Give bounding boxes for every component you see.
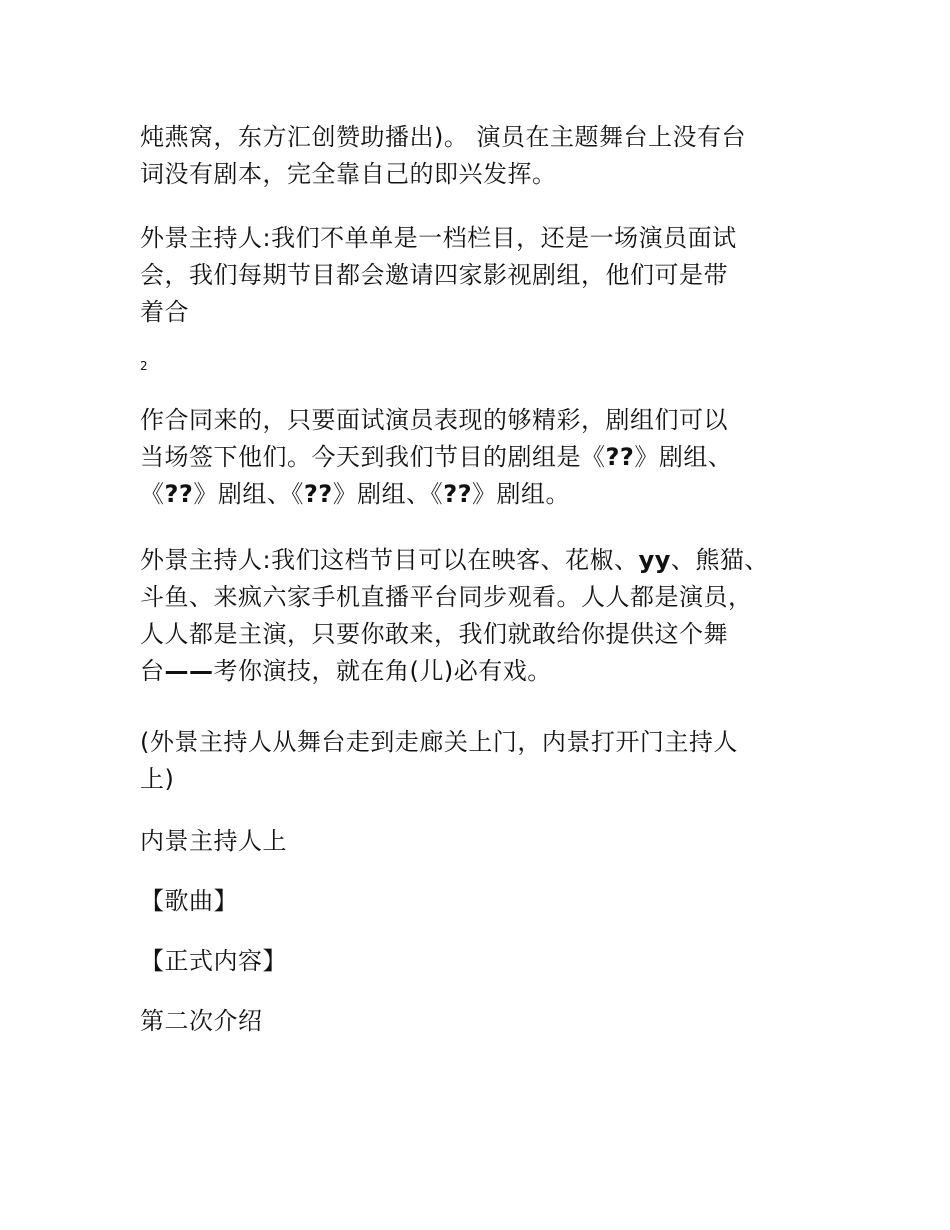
text-segment: 外景主持人:我们这档节目可以在映客、花椒、	[140, 546, 639, 574]
text-line	[140, 439, 732, 476]
platform-yy: yy	[638, 546, 671, 574]
text-segment: 》剧组。	[472, 480, 571, 508]
text-line: 人人都是主演，只要你敢来，我们就敢给你提供这个舞	[140, 620, 728, 648]
text-line	[140, 476, 732, 513]
placeholder-title: ??	[303, 480, 333, 508]
text-line: 【歌曲】	[140, 887, 238, 915]
paragraph-crews	[140, 402, 732, 513]
text-segment: 》剧组、《	[193, 480, 304, 508]
text-line: 第二次介绍	[140, 1007, 263, 1035]
section-main-content	[140, 943, 287, 980]
text-line: 炖燕窝，东方汇创赞助播出)。 演员在主题舞台上没有台	[140, 123, 746, 151]
text-segment: 》剧组、《	[332, 480, 444, 508]
em-dash: ——	[164, 657, 214, 685]
section-second-intro	[140, 1003, 263, 1040]
page-number: 2	[140, 359, 148, 373]
text-segment: 考你演技，就在角(儿)必有戏。	[213, 657, 552, 685]
text-line: (外景主持人从舞台走到走廊关上门，内景打开门主持人	[140, 728, 738, 756]
text-line	[140, 653, 769, 690]
text-line: 外景主持人:我们不单单是一档栏目，还是一场演员面试	[140, 224, 737, 252]
text-line: 斗鱼、来疯六家手机直播平台同步观看。人人都是演员，	[140, 583, 753, 611]
paragraph-host-intro	[140, 220, 737, 331]
placeholder-title: ??	[164, 480, 194, 508]
paragraph-stage-direction	[140, 724, 738, 798]
text-line	[140, 542, 769, 579]
section-song	[140, 883, 238, 920]
placeholder-title: ??	[605, 443, 635, 471]
text-line: 会，我们每期节目都会邀请四家影视剧组，他们可是带	[140, 261, 728, 289]
paragraph-sponsor	[140, 119, 746, 193]
text-line: 内景主持人上	[140, 827, 287, 855]
text-line: 词没有剧本，完全靠自己的即兴发挥。	[140, 160, 557, 188]
text-line: 【正式内容】	[140, 947, 287, 975]
text-segment: 》剧组、	[634, 443, 733, 471]
text-line: 上)	[140, 765, 175, 793]
paragraph-platforms	[140, 542, 769, 690]
text-line: 着合	[140, 298, 189, 326]
text-segment: 、熊猫、	[670, 546, 769, 574]
text-line: 作合同来的，只要面试演员表现的够精彩，剧组们可以	[140, 406, 728, 434]
text-segment: 当场签下他们。今天到我们节目的剧组是《	[140, 443, 606, 471]
text-segment: 台	[140, 657, 165, 685]
placeholder-title: ??	[443, 480, 473, 508]
text-segment: 《	[140, 480, 165, 508]
paragraph-inner-host	[140, 823, 287, 860]
